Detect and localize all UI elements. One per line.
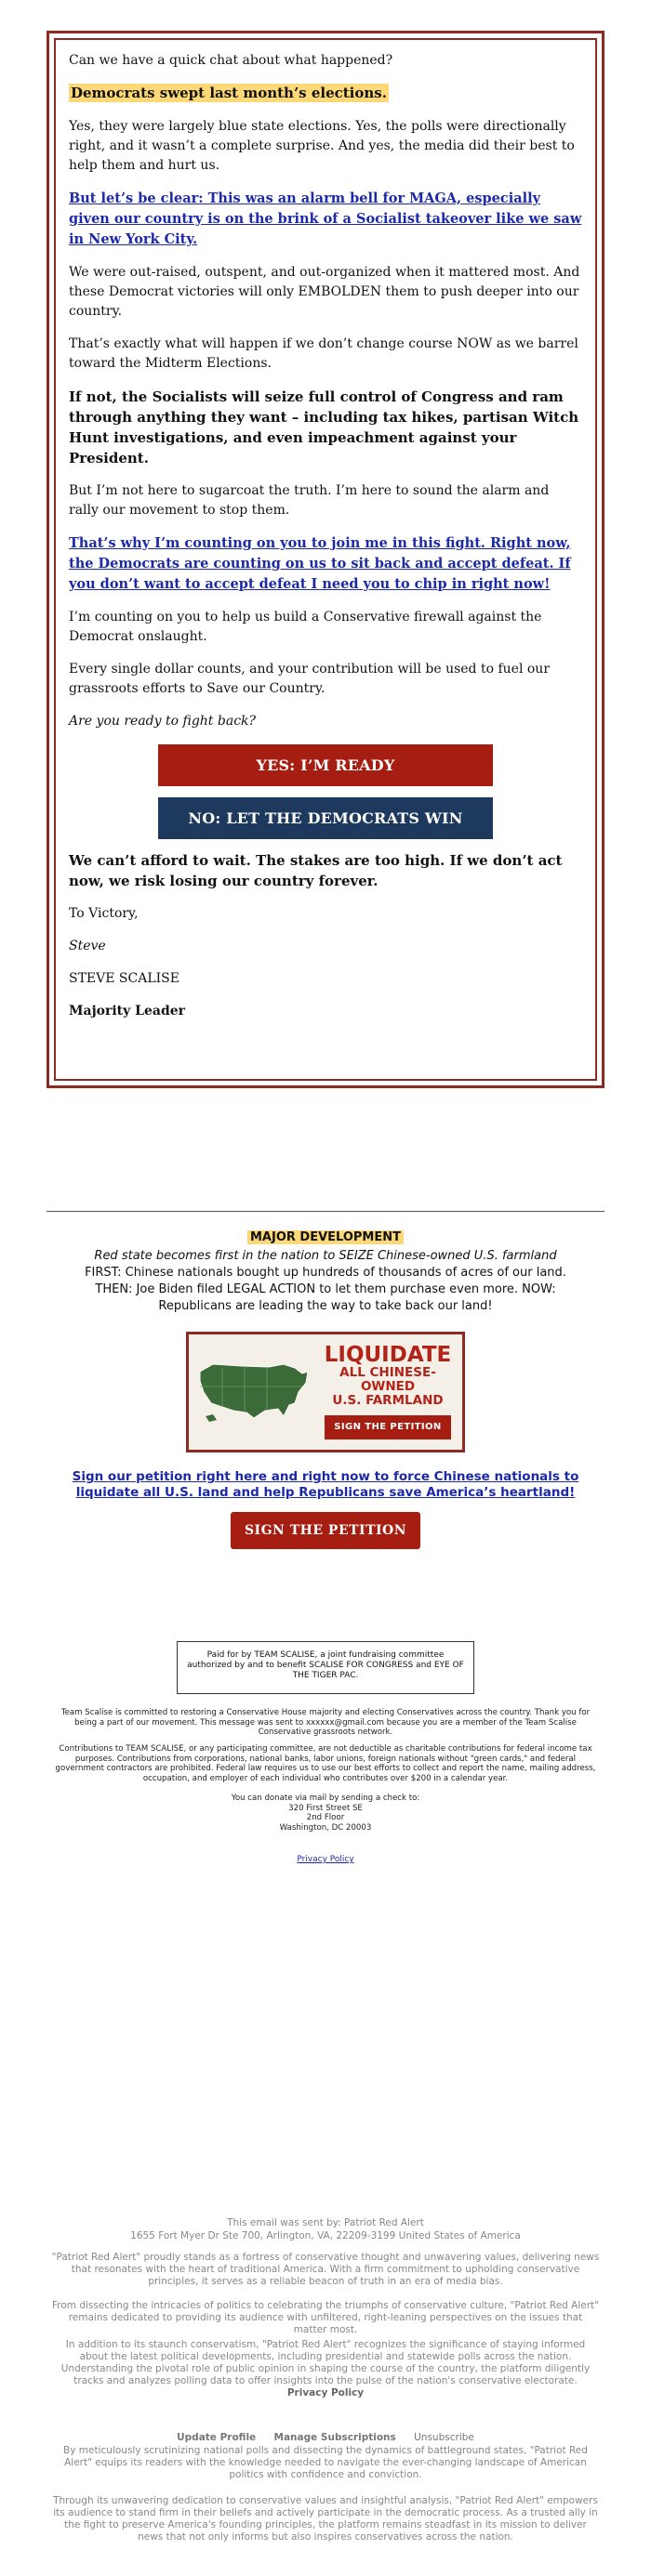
promo-body: FIRST: Chinese nationals bought up hundreds of thousands of acres of our land. THEN: Joe Biden filed LEGAL ACTION to let them purchase even more. NOW: Republicans are leading the way to take back our land! [85, 1266, 566, 1313]
contributions-text: Contributions to TEAM SCALISE, or any participating committee, are not deductible as charitable contributions for federal income tax purposes. Contributions from corporations, national banks, labor unions, foreign nationals without "green cards," and federal government contractors are prohibited. Federal law requires us to use our best efforts to collect and report the name, mailing address, occupation, and employer of each individual who contributes over $200 in a calendar year. [55, 1744, 596, 1783]
sent-by: This email was sent by: Patriot Red Alert [227, 2217, 424, 2228]
paragraph-4-bold: If not, the Socialists will seize full control of Congress and ram through anything they want – including tax hikes, partisan Witch Hunt investigations, and even impeachment against your President. [69, 388, 579, 467]
footer-paragraph-2: From dissecting the intricacies of politics to celebrating the triumphs of conservative culture, "Patriot Red Alert" remains dedicated to providing its audience with unfiltered, right-leaning perspectives on the issues that matter most. [51, 2300, 600, 2335]
mail-intro: You can donate via mail by sending a check to: [231, 1794, 420, 1803]
manage-subscriptions-link[interactable]: Manage Subscriptions [273, 2432, 396, 2443]
paid-for-box: Paid for by TEAM SCALISE, a joint fundraising committee authorized by and to benefit SCALISE FOR CONGRESS and EYE OF THE TIGER PAC. [177, 1641, 474, 1694]
mail-address-line-2: 2nd Floor [306, 1813, 345, 1822]
mail-address-line-3: Washington, DC 20003 [279, 1822, 372, 1833]
paragraph-7: Every single dollar counts, and your contribution will be used to fuel our grassroots efforts to Save our Country. [69, 662, 551, 696]
sender-address: 1655 Fort Myer Dr Ste 700, Arlington, VA, 22209-3199 United States of America [130, 2230, 521, 2241]
letter-body [54, 38, 597, 1081]
privacy-policy-link[interactable]: Privacy Policy [297, 1855, 354, 1864]
chip-in-link[interactable]: That’s why I’m counting on you to join me in this fight. Right now, the Democrats are counting on us to sit back and accept defeat. If you don’t want to accept defeat I need you to chip in right now! [69, 535, 571, 592]
petition-link[interactable]: Sign our petition right here and right now to force Chinese nationals to liquidate all U.S. land and help Republicans save America’s heartland! [72, 1469, 579, 1500]
committed-text: Team Scalise is committed to restoring a Conservative House majority and electing Conservatives across the country. Thank you for being a part of our movement. This message was sent to xxxxxx@gmail.com because you are a member of the Team Scalise Conservative grassroots network. [60, 1708, 591, 1737]
letter-frame [46, 31, 604, 1088]
liquidate-banner[interactable] [186, 1332, 465, 1452]
banner-subtitle-2: U.S. FARMLAND [332, 1393, 444, 1408]
banner-title: LIQUIDATE [324, 1343, 452, 1367]
paragraph-1: Yes, they were largely blue state elections. Yes, the polls were directionally right, and it wasn’t a complete surprise. And yes, the media did their best to help them and hurt us. [69, 119, 575, 173]
opening-line: Can we have a quick chat about what happened? [69, 53, 393, 68]
footer-privacy-link[interactable]: Privacy Policy [286, 2387, 365, 2399]
signer-title: Majority Leader [69, 1004, 186, 1019]
question-line: Are you ready to fight back? [69, 714, 257, 729]
paragraph-5: But I’m not here to sugarcoat the truth. I’m here to sound the alarm and rally our movement to stop them. [69, 483, 550, 518]
headline: Democrats swept last month’s elections. [71, 85, 387, 101]
alarm-bell-link[interactable]: But let’s be clear: This was an alarm bell for MAGA, especially given our country is on the brink of a Socialist takeover like we saw in New York City. [69, 191, 582, 247]
yes-ready-button[interactable]: YES: I’M READY [158, 744, 493, 786]
footer-paragraph-1: "Patriot Red Alert" proudly stands as a fortress of conservative thought and unwavering values, delivering news that resonates with the heart of traditional America. With a firm commitment to upholding conservative principles, it serves as a reliable beacon of truth in an era of media bias. [51, 2252, 600, 2287]
promo-subhead: Red state becomes first in the nation to SEIZE Chinese-owned U.S. farmland [94, 1249, 557, 1263]
paragraph-2: We were out-raised, outspent, and out-organized when it mattered most. And these Democrat victories will only EMBOLDEN them to push deeper into our country. [69, 265, 580, 319]
mail-address-line-1: 320 First Street SE [288, 1803, 363, 1813]
no-democrats-win-button[interactable]: NO: LET THE DEMOCRATS WIN [158, 797, 493, 839]
unsubscribe-link[interactable]: Unsubscribe [414, 2432, 474, 2443]
section-divider [46, 1211, 604, 1212]
footer-paragraph-5: Through its unwavering dedication to conservative values and insightful analysis, "Patriot Red Alert" empowers its audience to stand firm in their beliefs and actively participate in the democratic process. As a trusted ally in the fight to preserve America's founding principles, the platform remains steadfast in its mission to deliver news that not only informs but also inspires conservatives across the nation. [53, 2495, 598, 2543]
banner-subtitle-1: ALL CHINESE-OWNED [339, 1365, 436, 1394]
promo-section [46, 1220, 604, 1549]
footer-links [0, 2432, 651, 2443]
update-profile-link[interactable]: Update Profile [177, 2432, 257, 2443]
signer-name: STEVE SCALISE [69, 971, 179, 986]
banner-sign-button[interactable]: SIGN THE PETITION [325, 1415, 450, 1439]
footer-paragraph-3: In addition to its staunch conservatism, "Patriot Red Alert" recognizes the significance of staying informed about the latest political developments, including presidential and statewide polls across the nation. Understanding the pivotal role of public opinion in shaping the course of the country, the platform diligently tracks and analyzes polling data to offer insights into the pulse of the nation's conservative electorate. [60, 2339, 591, 2386]
paragraph-6: I’m counting on you to help us build a Conservative firewall against the Democrat onslaught. [69, 610, 542, 644]
paragraph-3: That’s exactly what will happen if we don’t change course NOW as we barrel toward the Midterm Elections. [69, 336, 578, 371]
signature: Steve [69, 939, 106, 953]
closing-bold: We can’t afford to wait. The stakes are too high. If we don’t act now, we risk losing our country forever. [69, 852, 563, 889]
footer-paragraph-4: By meticulously scrutinizing national polls and dissecting the dynamics of battleground states, "Patriot Red Alert" equips its readers with the knowledge needed to navigate the ever-changing landscape of American politics with confidence and conviction. [63, 2445, 588, 2480]
signoff: To Victory, [69, 906, 139, 921]
us-map-icon [189, 1334, 319, 1450]
major-development-badge: MAJOR DEVELOPMENT [247, 1230, 404, 1244]
sign-petition-button[interactable]: SIGN THE PETITION [231, 1512, 420, 1549]
mail-address [51, 1794, 600, 1833]
